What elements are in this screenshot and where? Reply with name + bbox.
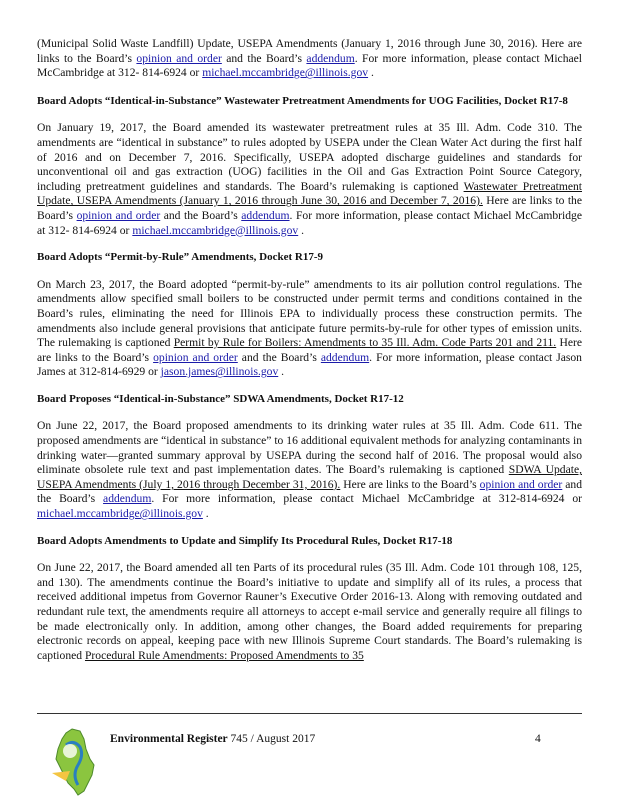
text: . [278, 365, 285, 379]
text: and the Board’s [221, 51, 307, 65]
page-number: 4 [535, 733, 541, 745]
addendum-link[interactable]: addendum [320, 350, 370, 364]
opinion-and-order-link[interactable]: opinion and order [479, 477, 563, 491]
addendum-link[interactable]: addendum [241, 208, 290, 222]
text: and the Board’s [160, 208, 242, 222]
issue-info: 745 / August 2017 [227, 733, 316, 745]
opinion-and-order-link[interactable]: opinion and order [136, 51, 222, 65]
email-link[interactable]: michael.mccambridge@illinois.gov [132, 223, 299, 237]
item2-paragraph [37, 278, 582, 380]
email-link[interactable]: jason.james@illinois.gov [160, 365, 279, 379]
page-body [37, 37, 582, 663]
email-link[interactable]: michael.mccambridge@illinois.gov [37, 507, 203, 521]
addendum-link[interactable]: addendum [103, 492, 152, 506]
text: Here are links to the Board’s [37, 194, 582, 222]
publication-name: Environmental Register [110, 733, 228, 745]
text: On January 19, 2017, the Board amended its wastewater pretreatment rules at 35 Ill. Adm. Code 310. The amendments are “identical in substance” to rules adopted by USEPA under the Clean Water Act during the first half of 2016 and on December 7, 2016. Specifically, USEPA adopted discharge guidelines and standards for unconventional oil and gas extraction (UOG) facilities in the Oil and Gas Extraction Point Source Category, including pretreatment guidelines and standards. The Board’s rulemaking is captioned [37, 121, 582, 193]
text: . For more information, please contact Michael McCambridge at 312- 814-6924 or [37, 208, 582, 237]
text: . For more information, please contact Michael McCambridge at 312- 814-6924 or [37, 51, 583, 80]
text: . [298, 223, 304, 237]
item3-paragraph [37, 419, 582, 521]
text: and the Board’s [37, 477, 583, 506]
text: On June 22, 2017, the Board amended all ten Parts of its procedural rules (35 Ill. Adm. Code 101 through 108, 125, and 130). The amendments continue the Board’s initiative to update and simplify all of its rules, a process that received additional impetus from Governor Rauner’s Executive Order 2016-13. Along with removing outdated and redundant rule text, the amendments require all attorneys to accept e-mail service and generally require all filings to be made electronically only. In addition, among other changes, the Board added requirements for preparing electronic records on appeal, keeping pace with new Illinois Supreme Court standards. The Board’s rulemaking is captioned [37, 561, 582, 662]
text: On June 22, 2017, the Board proposed amendments to its drinking water rules at 35 Ill. Adm. Code 611. The proposed amendments are “identical in substance” to 16 additional equivalent methods for analyzing contaminants in drinking water—granted summary approval by USEPA during the second half of 2016. The proposal would also eliminate obsolete rule text and past implementation dates. The Board’s rulemaking is captioned [37, 419, 582, 477]
illinois-logo-icon [40, 725, 110, 797]
addendum-link[interactable]: addendum [306, 51, 355, 65]
rulemaking-caption: Wastewater Pretreatment Update, USEPA Amendments (January 1, 2016 through June 30, 2016 and December 7, 2016). [37, 179, 582, 208]
text: . [368, 66, 374, 80]
opinion-and-order-link[interactable]: opinion and order [153, 350, 238, 364]
rulemaking-caption: SDWA Update, USEPA Amendments (July 1, 2016 through December 31, 2016). [37, 463, 582, 491]
text: Here are links to the Board’s [37, 336, 582, 364]
opinion-and-order-link[interactable]: opinion and order [76, 208, 161, 222]
item0-paragraph [37, 37, 582, 81]
rulemaking-caption: Permit by Rule for Boilers: Amendments to 35 Ill. Adm. Code Parts 201 and 211. [173, 336, 557, 350]
text: Here are links to the Board’s [340, 477, 480, 491]
text: On March 23, 2017, the Board adopted “permit-by-rule” amendments to its air pollution control regulations. The amendments allow specified small boilers to be constructed under permit terms and conditions contained in the Board’s rules, eliminating the need for Illinois EPA to individually process these construction permits. The amendments also include general provisions that anticipate future permits-by-rule for other types of emission units. The rulemaking is captioned [37, 277, 582, 350]
page-footer [0, 713, 618, 800]
item4-paragraph [37, 561, 582, 663]
item4-heading: Board Adopts Amendments to Update and Simplify Its Procedural Rules, Docket R17-18 [37, 534, 453, 547]
rulemaking-caption: Procedural Rule Amendments: Proposed Amendments to 35 [84, 648, 364, 662]
text: . For more information, please contact Michael McCambridge at 312-814-6924 or [151, 492, 582, 506]
text: . For more information, please contact Jason James at 312-814-6929 or [37, 350, 582, 379]
text: (Municipal Solid Waste Landfill) Update, USEPA Amendments (January 1, 2016 through June 30, 2016). Here are links to the Board’s [37, 37, 582, 65]
footer-title [110, 733, 315, 745]
footer-rule [37, 713, 582, 714]
text: and the Board’s [237, 350, 321, 364]
item2-heading: Board Adopts “Permit-by-Rule” Amendments, Docket R17-9 [37, 251, 323, 264]
item3-heading: Board Proposes “Identical-in-Substance” SDWA Amendments, Docket R17-12 [37, 392, 404, 405]
item1-paragraph [37, 121, 582, 238]
text: . [202, 507, 209, 521]
email-link[interactable]: michael.mccambridge@illinois.gov [202, 66, 369, 80]
item1-heading: Board Adopts “Identical-in-Substance” Wastewater Pretreatment Amendments for UOG Facilities, Docket R17-8 [37, 94, 568, 107]
